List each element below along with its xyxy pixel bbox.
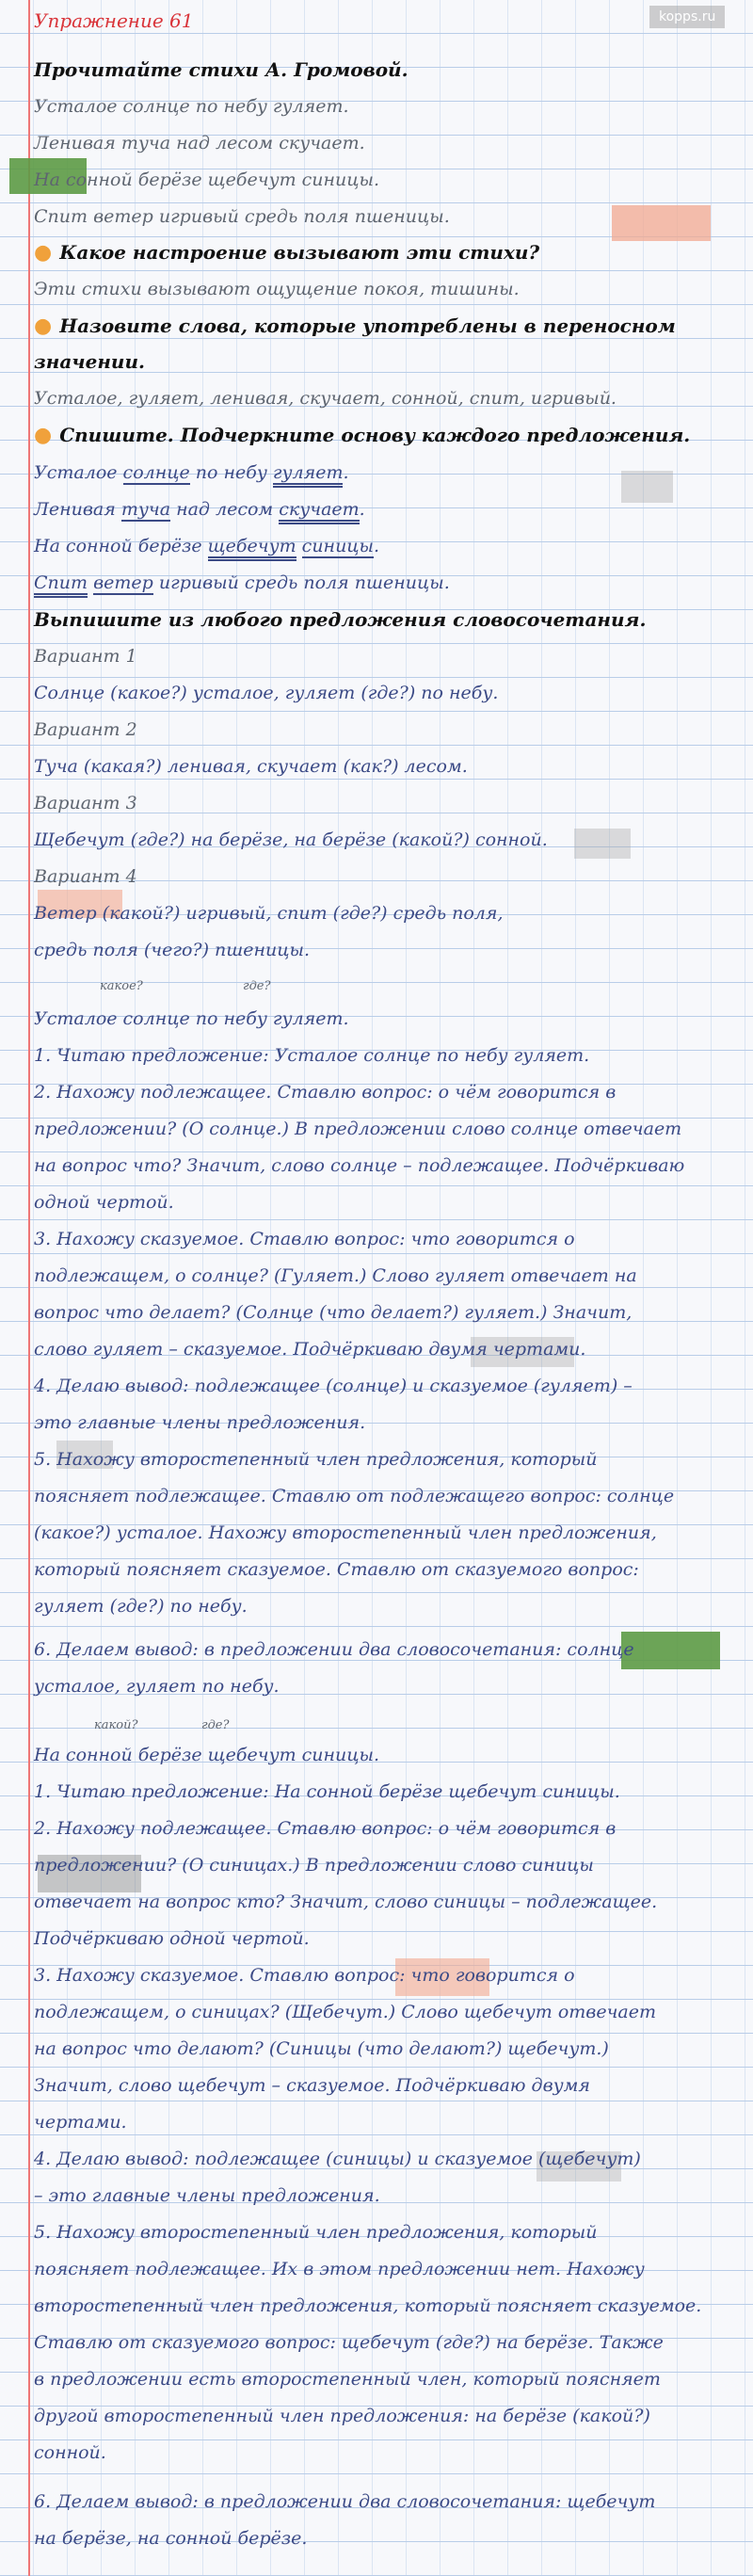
analysis-line: поясняет подлежащее. Их в этом предложении нет. Нахожу [34,2259,645,2279]
analysis-line: 2. Нахожу подлежащее. Ставлю вопрос: о чём говорится в [34,1082,617,1103]
variant-label: Вариант 2 [34,719,137,740]
analysis-line: предложении? (О синицах.) В предложении слово синицы [34,1855,594,1876]
copied-sentence: Спит ветер игривый средь поля пшеницы. [34,572,450,594]
analysis-line: Значит, слово щебечут – сказуемое. Подчёркиваю двумя [34,2075,591,2096]
analysis-line: на берёзе, на сонной берёзе. [34,2528,308,2549]
question-continued: значении. [34,350,145,373]
salmon-highlight [612,205,711,241]
analysis-line: второстепенный член предложения, который поясняет сказуемое. [34,2295,702,2316]
analysis-line: – это главные члены предложения. [34,2185,380,2206]
analysis-line: 2. Нахожу подлежащее. Ставлю вопрос: о чём говорится в [34,1818,617,1839]
task-text: Прочитайте стихи А. Громовой. [34,58,409,81]
analysis-line: слово гуляет – сказуемое. Подчёркиваю двумя чертами. [34,1339,586,1360]
green-highlight [621,1632,720,1669]
analysis-line: гуляет (где?) по небу. [34,1596,248,1617]
analysis-line: одной чертой. [34,1192,174,1213]
question-note: где? [201,1718,230,1732]
poem-line: Ленивая туча над лесом скучает. [34,133,365,153]
answer: Усталое, гуляет, ленивая, скучает, сонной, спит, игривый. [34,388,617,409]
analysed-sentence: Усталое солнце по небу гуляет. [34,1008,349,1029]
analysis-line: 6. Делаем вывод: в предложении два словосочетания: солнце [34,1639,634,1660]
analysis-line: (какое?) усталое. Нахожу второстепенный член предложения, [34,1522,657,1543]
variant-label: Вариант 4 [34,866,137,887]
analysis-line: другой второстепенный член предложения: на берёзе (какой?) [34,2406,650,2426]
analysis-line: подлежащем, о синицах? (Щебечут.) Слово щебечут отвечает [34,2002,657,2022]
bullet-icon: ● [34,314,53,338]
copied-sentence: На сонной берёзе щебечут синицы. [34,535,379,557]
variant-line: Ветер (какой?) игривый, спит (где?) средь поля, [34,903,504,924]
analysis-line: 6. Делаем вывод: в предложении два словосочетания: щебечут [34,2491,656,2512]
analysis-line: вопрос что делает? (Солнце (что делает?) гуляет.) Значит, [34,1302,633,1323]
question: ● Назовите слова, которые употреблены в переносном [34,314,676,338]
variant-line: Солнце (какое?) усталое, гуляет (где?) по небу. [34,683,499,703]
question: ● Спишите. Подчеркните основу каждого предложения. [34,423,691,447]
analysis-line: отвечает на вопрос кто? Значит, слово синицы – подлежащее. [34,1892,658,1912]
poem-line: На сонной берёзе щебечут синицы. [34,169,380,190]
analysis-line: 4. Делаю вывод: подлежащее (солнце) и сказуемое (гуляет) – [34,1376,633,1396]
site-watermark: kopps.ru [649,6,725,28]
analysis-line: который поясняет сказуемое. Ставлю от сказуемого вопрос: [34,1559,639,1580]
analysis-line: 1. Читаю предложение: Усталое солнце по небу гуляет. [34,1045,590,1066]
grey-highlight [574,829,631,859]
copied-sentence: Ленивая туча над лесом скучает. [34,498,365,521]
analysis-line: сонной. [34,2442,106,2463]
question-note: какой? [94,1718,138,1732]
analysed-sentence: На сонной берёзе щебечут синицы. [34,1745,380,1765]
analysis-line: 3. Нахожу сказуемое. Ставлю вопрос: что говорится о [34,1965,575,1986]
poem-line: Спит ветер игривый средь поля пшеницы. [34,206,450,227]
analysis-line: 1. Читаю предложение: На сонной берёзе щебечут синицы. [34,1781,620,1802]
analysis-line: Ставлю от сказуемого вопрос: щебечут (где?) на берёзе. Также [34,2332,664,2353]
phrases-task: Выпишите из любого предложения словосочетания. [34,608,647,631]
analysis-line: в предложении есть второстепенный член, который поясняет [34,2369,661,2390]
grey-highlight [621,471,673,503]
copied-sentence: Усталое солнце по небу гуляет. [34,461,349,484]
question-note: где? [243,979,271,993]
variant-line: средь поля (чего?) пшеницы. [34,940,311,960]
analysis-line: подлежащем, о солнце? (Гуляет.) Слово гуляет отвечает на [34,1265,637,1286]
analysis-line: 3. Нахожу сказуемое. Ставлю вопрос: что говорится о [34,1229,575,1249]
analysis-line: 5. Нахожу второстепенный член предложения, который [34,1449,598,1470]
bullet-icon: ● [34,423,53,447]
variant-label: Вариант 3 [34,793,137,813]
analysis-line: поясняет подлежащее. Ставлю от подлежащего вопрос: солнце [34,1486,675,1506]
bullet-icon: ● [34,240,53,265]
analysis-line: Подчёркиваю одной чертой. [34,1928,310,1949]
analysis-line: 4. Делаю вывод: подлежащее (синицы) и сказуемое (щебечут) [34,2149,641,2169]
analysis-line: 5. Нахожу второстепенный член предложения, который [34,2222,598,2243]
answer: Эти стихи вызывают ощущение покоя, тишины. [34,279,520,299]
analysis-line: чертами. [34,2112,127,2133]
variant-label: Вариант 1 [34,646,137,667]
analysis-line: на вопрос что делают? (Синицы (что делают?) щебечут.) [34,2038,609,2059]
variant-line: Туча (какая?) ленивая, скучает (как?) лесом. [34,756,468,777]
analysis-line: усталое, гуляет по небу. [34,1676,280,1697]
exercise-title: Упражнение 61 [34,9,194,32]
question-note: какое? [100,979,143,993]
poem-line: Усталое солнце по небу гуляет. [34,96,349,117]
analysis-line: это главные члены предложения. [34,1412,366,1433]
question: ● Какое настроение вызывают эти стихи? [34,240,540,265]
variant-line: Щебечут (где?) на берёзе, на берёзе (какой?) сонной. [34,829,548,850]
analysis-line: предложении? (О солнце.) В предложении слово солнце отвечает [34,1119,682,1139]
analysis-line: на вопрос что? Значит, слово солнце – подлежащее. Подчёркиваю [34,1155,685,1176]
